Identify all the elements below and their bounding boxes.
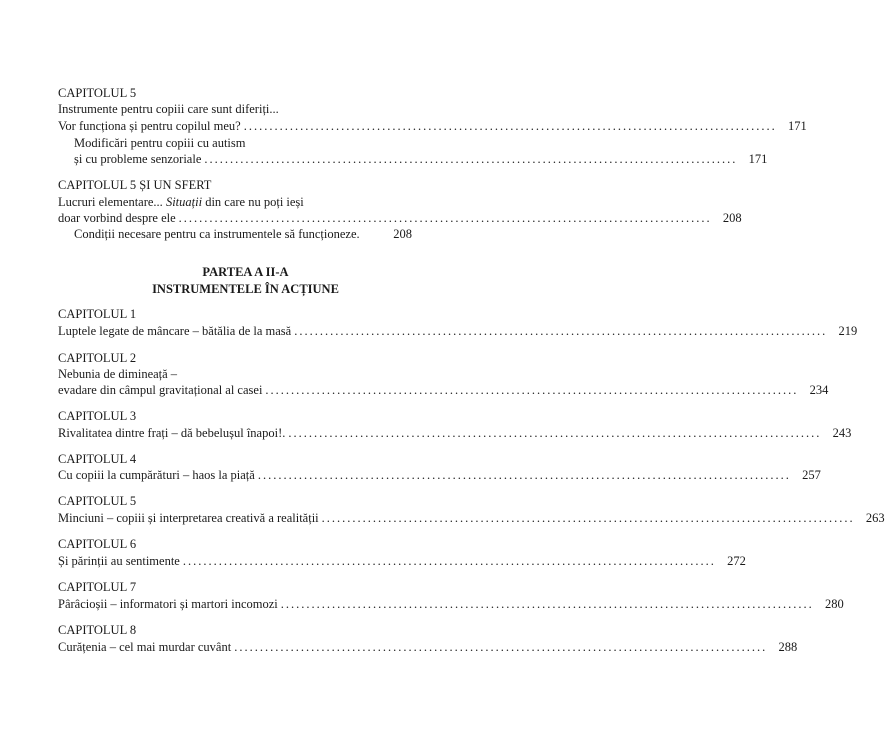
- chapter-title: Cu copiii la cumpărături – haos la piață: [58, 468, 255, 482]
- chapter-title: Instrumente pentru copiii care sunt diferiți...: [58, 102, 279, 116]
- toc-entry[interactable]: [58, 553, 746, 569]
- chapter-title: Și părinții au sentimente: [58, 554, 180, 568]
- chapter-label: CAPITOLUL 5 ȘI UN SFERT: [58, 178, 212, 192]
- toc-entry[interactable]: [58, 425, 852, 441]
- toc-entry[interactable]: [74, 151, 768, 167]
- leader-dots: ........................................................................................................: [280, 597, 814, 611]
- chapter-title: doar vorbind despre ele: [58, 211, 176, 225]
- chapter-title: Luptele legate de mâncare – bătălia de la masă: [58, 324, 292, 338]
- toc-entry[interactable]: [58, 382, 829, 398]
- page-number: 257: [802, 468, 821, 482]
- leader-dots: ........................................................................................................: [257, 468, 791, 482]
- chapter-title: Vor funcționa și pentru copilul meu?: [58, 119, 241, 133]
- page-number: 288: [778, 640, 798, 654]
- leader-dots: ........................................................................................................: [265, 383, 799, 397]
- chapter-title: Curățenia – cel mai murdar cuvânt: [58, 640, 232, 654]
- chapter-label: CAPITOLUL 5: [58, 86, 137, 100]
- subsection-title: și cu probleme senzoriale: [74, 152, 202, 166]
- page-number: 171: [787, 119, 807, 133]
- subsection-title: Modificări pentru copiii cu autism: [74, 136, 246, 150]
- chapter-label: CAPITOLUL 2: [58, 351, 137, 365]
- toc-entry[interactable]: [58, 467, 821, 483]
- chapter-title: Nebunia de dimineață –: [58, 367, 178, 381]
- chapter-title: evadare din câmpul gravitațional al casei: [58, 383, 263, 397]
- leader-dots: ........................................................................................................: [288, 426, 822, 440]
- toc-entry[interactable]: [58, 639, 798, 655]
- page-number: 171: [748, 152, 768, 166]
- toc-entry[interactable]: [74, 226, 412, 242]
- chapter-label: CAPITOLUL 3: [58, 409, 137, 423]
- page-number: 234: [809, 383, 829, 397]
- leader-dots: ........................................................................................................: [178, 211, 712, 225]
- chapter-label: CAPITOLUL 4: [58, 452, 137, 466]
- page-number: 219: [838, 324, 858, 338]
- chapter-label: CAPITOLUL 1: [58, 307, 137, 321]
- chapter-title: Rivalitatea dintre frați – dă bebelușul înapoi!.: [58, 426, 286, 440]
- toc-entry[interactable]: [58, 323, 858, 339]
- toc-entry[interactable]: [58, 596, 844, 612]
- page-number: 208: [722, 211, 742, 225]
- page-number: 243: [832, 426, 852, 440]
- page-number: 272: [727, 554, 746, 568]
- toc-entry[interactable]: [58, 118, 807, 134]
- leader-dots: ........................................................................................................: [234, 640, 768, 654]
- part-subheading: INSTRUMENTELE ÎN ACȚIUNE: [152, 282, 339, 296]
- chapter-label: CAPITOLUL 8: [58, 623, 137, 637]
- leader-dots: ........................................................................................................: [182, 554, 716, 568]
- toc-entry[interactable]: [58, 210, 742, 226]
- part-heading: PARTEA A II-A: [202, 265, 289, 279]
- chapter-title: Lucruri elementare... Situații din care nu poți ieși: [58, 195, 304, 209]
- page-number: 263: [865, 511, 885, 525]
- toc-entry[interactable]: [58, 510, 885, 526]
- chapter-label: CAPITOLUL 5: [58, 494, 137, 508]
- page-number: 208: [393, 227, 412, 241]
- leader-dots: ........................................................................................................: [243, 119, 777, 133]
- chapter-title: Pârâcioșii – informatori și martori incomozi: [58, 597, 278, 611]
- subsection-title: Condiții necesare pentru ca instrumentele să funcționeze.: [74, 227, 360, 241]
- leader-dots: ........................................................................................................: [294, 324, 828, 338]
- page-number: 280: [825, 597, 844, 611]
- leader-dots: ........................................................................................................: [204, 152, 738, 166]
- chapter-label: CAPITOLUL 7: [58, 580, 137, 594]
- chapter-label: CAPITOLUL 6: [58, 537, 137, 551]
- chapter-title: Minciuni – copiii și interpretarea creativă a realității: [58, 511, 319, 525]
- leader-dots: ........................................................................................................: [321, 511, 855, 525]
